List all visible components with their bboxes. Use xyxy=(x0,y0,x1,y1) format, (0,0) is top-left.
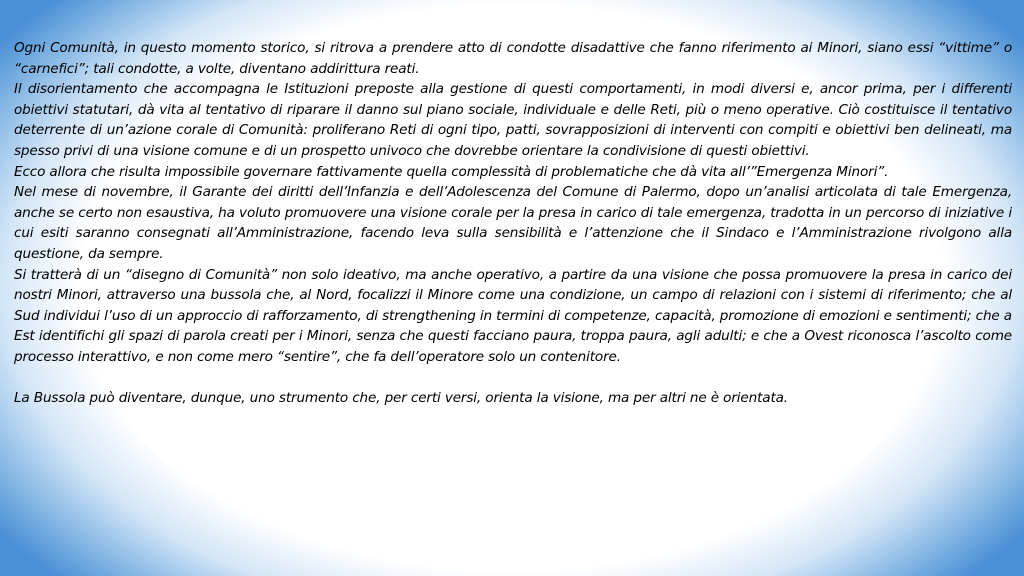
paragraph-conclusion: La Bussola può diventare, dunque, uno strumento che, per certi versi, orienta la visione, ma per altri ne è orientata. xyxy=(14,390,788,407)
text-body xyxy=(14,38,1012,409)
paragraph-disorientation: Il disorientamento che accompagna le Istituzioni preposte alla gestione di questi comportamenti, in modi diversi e, ancor prima, per i differenti obiettivi statutari, dà vita al tentativo di riparare il danno sul piano sociale, individuale e delle Reti, più o meno operative. Ciò costituisce il tentativo deterrente di un’azione corale di Comunità: proliferano Reti di ogni tipo, patti, sovrapposizioni di interventi con compiti e obiettivi ben delineati, ma spesso privi di una visione comune e di un prospetto univoco che dovrebbe orientare la condivisione di questi obiettivi. xyxy=(14,81,1012,159)
paragraph-intro: Ogni Comunità, in questo momento storico, si ritrova a prendere atto di condotte disadattive che fanno riferimento ai Minori, siano essi “vittime” o “carnefici”; tali condotte, a volte, diventano addirittura reati. xyxy=(14,40,1012,77)
paragraph-emergency: Ecco allora che risulta impossibile governare fattivamente quella complessità di problematiche che dà vita all’”Emergenza Minori”. xyxy=(14,163,889,180)
paragraph-compass-design: Si tratterà di un “disegno di Comunità” non solo ideativo, ma anche operativo, a partire da una visione che possa promuovere la presa in carico dei nostri Minori, attraverso una bussola che, al Nord, focalizzi il Minore come una condizione, un campo di relazioni con i sistemi di riferimento; che al Sud individui l’uso di un approccio di rafforzamento, di strengthening in termini di competenze, capacità, promozione di emozioni e sentimenti; che a Est identifichi gli spazi di parola creati per i Minori, senza che questi facciano paura, troppa paura, agli adulti; e che a Ovest riconosca l’ascolto come processo interattivo, e non come mero “sentire”, che fa dell’operatore solo un contenitore. xyxy=(14,266,1012,365)
paragraph-garante: Nel mese di novembre, il Garante dei diritti dell’Infanzia e dell’Adolescenza del Comune di Palermo, dopo un’analisi articolata di tale Emergenza, anche se certo non esaustiva, ha voluto promuovere una visione corale per la presa in carico di tale emergenza, tradotta in un percorso di iniziative i cui esiti saranno consegnati all’Amministrazione, facendo leva sulla sensibilità e l’attenzione che il Sindaco e l’Amministrazione rivolgono alla questione, da sempre. xyxy=(14,184,1012,262)
